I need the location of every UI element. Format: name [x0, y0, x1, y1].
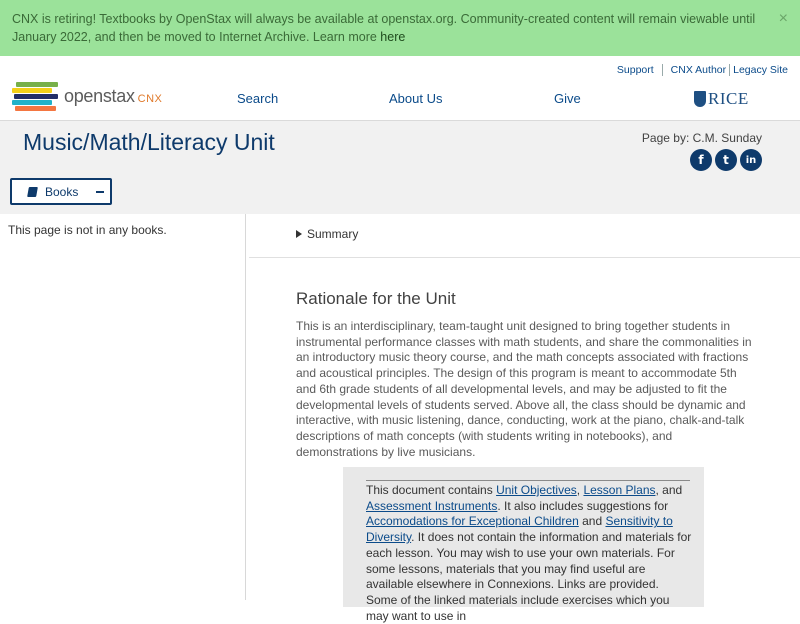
- title-band: [0, 120, 800, 214]
- rice-shield-icon: [694, 91, 706, 107]
- page-author: Page by: C.M. Sunday: [641, 131, 762, 145]
- sensitivity-to-diversity-link[interactable]: Sensitivity to Diversity: [366, 514, 673, 545]
- page-title: Music/Math/Literacy Unit: [23, 129, 275, 155]
- nav-about-us[interactable]: About Us: [389, 91, 443, 106]
- divider: [249, 257, 800, 258]
- sidebar-message: This page is not in any books.: [8, 223, 167, 237]
- social-share: [690, 149, 762, 171]
- accommodations-link[interactable]: Accomodations for Exceptional Children: [366, 514, 579, 529]
- section-heading: Rationale for the Unit: [296, 289, 456, 308]
- assessment-instruments-link[interactable]: Assessment Instruments: [366, 498, 498, 513]
- legacy-site-link[interactable]: Legacy Site: [733, 64, 788, 76]
- books-button-label: Books: [45, 184, 79, 199]
- divider: [729, 64, 730, 76]
- alert-text: CNX is retiring! Textbooks by OpenStax will always be available at openstax.org. Community-created content will remain viewable until January 2022, and then be moved to Internet Archive. Learn more: [12, 12, 756, 44]
- alert-learn-more-link[interactable]: here: [380, 30, 406, 44]
- rice-wordmark: RICE: [708, 89, 749, 108]
- unit-objectives-link[interactable]: Unit Objectives: [496, 483, 577, 497]
- rice-logo[interactable]: [694, 89, 749, 109]
- cnx-author-link[interactable]: CNX Author: [670, 64, 727, 76]
- disclosure-triangle-icon: [296, 230, 302, 238]
- logo-wordmark: openstax CNX: [64, 86, 163, 106]
- note-text: This document contains Unit Objectives, Lesson Plans, and Assessment Instruments. It also includes suggestions for Accomodations for Exceptional Children and Sensitivity to Diversity. It does not contain the information and materials for each lesson. You may wish to use your own materials. For some lessons, materials that you may find useful are available elsewhere in Connexions. Links are provided. Some of the linked materials include exercises which you may want to use in: [366, 483, 692, 623]
- note-rule: [366, 480, 690, 481]
- divider: [662, 64, 663, 76]
- alert-message: [12, 10, 762, 46]
- nav-search[interactable]: Search: [237, 91, 279, 106]
- twitter-icon[interactable]: t: [715, 149, 737, 171]
- summary-label: Summary: [307, 227, 359, 241]
- linkedin-icon[interactable]: in: [740, 149, 762, 171]
- book-icon: [27, 187, 38, 197]
- minus-icon: [96, 191, 104, 193]
- books-sidebar: [0, 214, 246, 600]
- books-button[interactable]: [10, 178, 112, 205]
- nav-give[interactable]: Give: [554, 91, 581, 106]
- retirement-alert: [0, 0, 800, 56]
- lesson-plans-link[interactable]: Lesson Plans: [583, 483, 656, 497]
- support-link[interactable]: Support: [616, 64, 654, 76]
- utility-links: [617, 64, 788, 76]
- close-icon[interactable]: ×: [778, 10, 788, 27]
- rationale-paragraph: This is an interdisciplinary, team-taught unit designed to bring together students in instrumental performance classes with math students, and share the commonalities in an introductory music theory course, and the math concepts associated with fractions and acoustical principles. The design of this program is meant to accommodate 5th and 6th grade students of all developmental levels, and may be adjusted to fit the developmental levels of students served. Above all, the class should be dynamic and interactive, with music listening, dance, conducting, work at the piano, chalk-and-talk descriptions of math concepts (with students writing in notebooks), and demonstrations by live musicians.: [296, 319, 752, 459]
- summary-toggle[interactable]: [296, 227, 358, 241]
- facebook-icon[interactable]: f: [690, 149, 712, 171]
- main-nav: [0, 91, 800, 109]
